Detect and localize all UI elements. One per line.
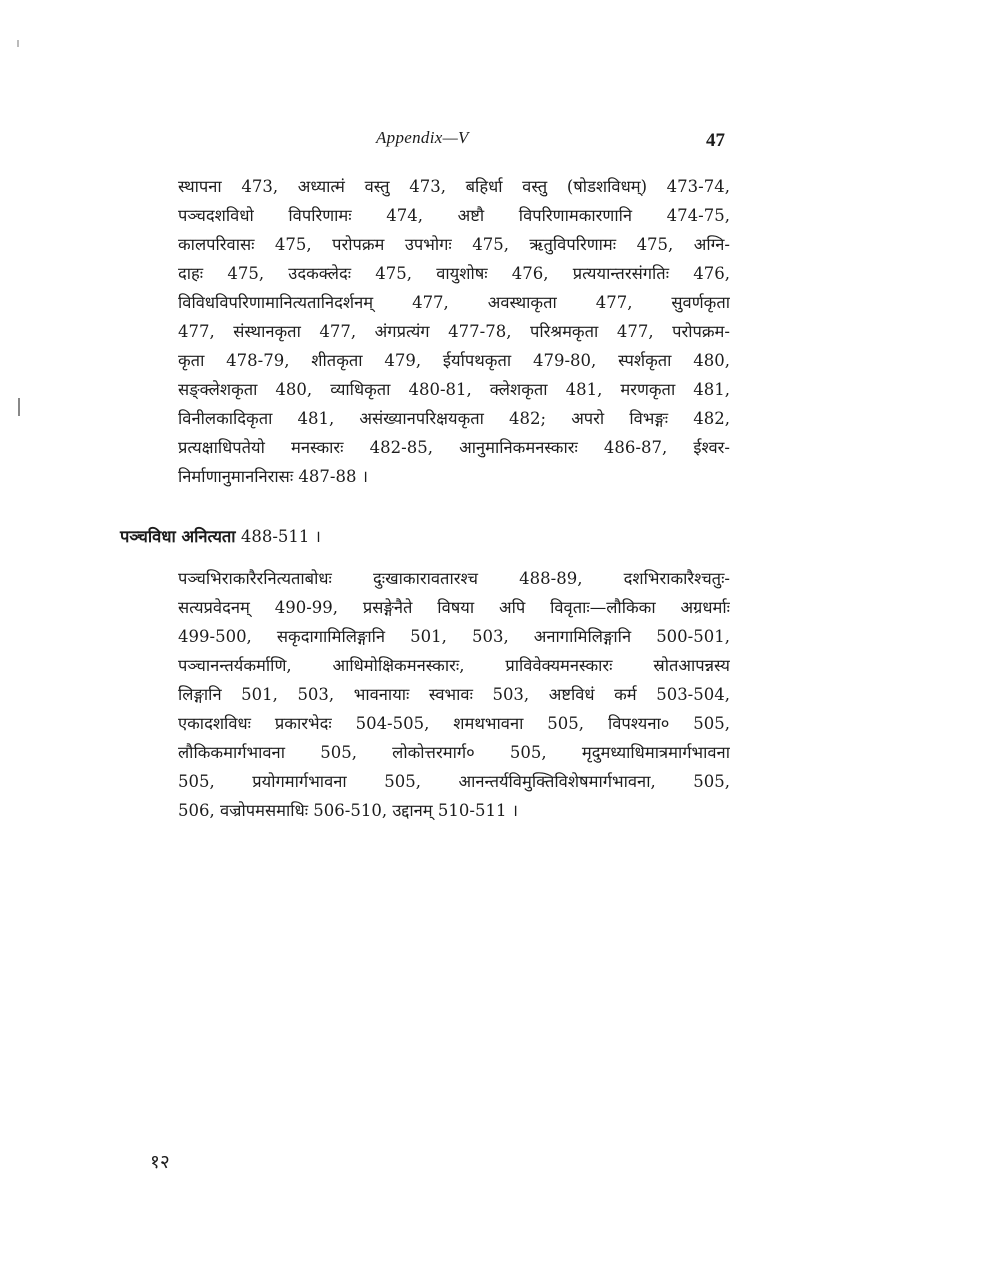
scan-edge-mark [18, 398, 20, 416]
running-header: Appendix—V [376, 128, 469, 147]
text-line: सङ्क्लेशकृता 480, व्याधिकृता 480-81, क्लेशकृता 481, मरणकृता 481, [178, 380, 730, 399]
text-line: सत्यप्रवेदनम् 490-99, प्रसङ्गेनैते विषया अपि विवृताः—लौकिका अग्रधर्माः [178, 598, 730, 617]
text-line: पञ्चानन्तर्यकर्माणि, आधिमोक्षिकमनस्कारः, प्राविवेक्यमनस्कारः स्रोतआपन्नस्य [178, 656, 730, 675]
text-line: 505, प्रयोगमार्गभावना 505, आनन्तर्यविमुक्तिविशेषमार्गभावना, 505, [178, 772, 730, 791]
scan-edge-mark [17, 40, 19, 47]
text-line: पञ्चभिराकारैरनित्यताबोधः दुःखाकारावतारश्च 488-89, दशभिराकारैश्चतुः- [178, 569, 730, 588]
text-line: विविधविपरिणामानित्यतानिदर्शनम् 477, अवस्थाकृता 477, सुवर्णकृता [178, 293, 730, 312]
index-paragraph-2 [178, 564, 730, 825]
text-line: दाहः 475, उदकक्लेदः 475, वायुशोषः 476, प्रत्ययान्तरसंगतिः 476, [178, 264, 730, 283]
text-line: 477, संस्थानकृता 477, अंगप्रत्यंग 477-78, परिश्रमकृता 477, परोपक्रम- [178, 322, 730, 341]
index-paragraph-1 [178, 172, 730, 491]
text-line: एकादशविधः प्रकारभेदः 504-505, शमथभावना 505, विपश्यना० 505, [178, 714, 730, 733]
text-line: लिङ्गानि 501, 503, भावनायाः स्वभावः 503, अष्टविधं कर्म 503-504, [178, 685, 730, 704]
text-line: 506, वज्रोपमसमाधिः 506-510, उद्दानम् 510-511 । [178, 801, 518, 820]
page-number: 47 [706, 130, 725, 151]
text-line: पञ्चदशविधो विपरिणामः 474, अष्टौ विपरिणामकारणानि 474-75, [178, 206, 730, 225]
text-line: 499-500, सकृदागामिलिङ्गानि 501, 503, अनागामिलिङ्गानि 500-501, [178, 627, 730, 646]
text-line: कृता 478-79, शीतकृता 479, ईर्यापथकृता 479-80, स्पर्शकृता 480, [178, 351, 730, 370]
section-pages: 488-511 । [240, 527, 321, 546]
section-title: पञ्चविधा अनित्यता [120, 527, 236, 546]
section-heading [120, 524, 321, 547]
text-line: प्रत्यक्षाधिपतेयो मनस्कारः 482-85, आनुमानिकमनस्कारः 486-87, ईश्वर- [178, 438, 730, 457]
signature-mark: १२ [150, 1151, 170, 1173]
text-line: कालपरिवासः 475, परोपक्रम उपभोगः 475, ऋतुविपरिणामः 475, अग्नि- [178, 235, 730, 254]
text-line: विनीलकादिकृता 481, असंख्यानपरिक्षयकृता 482; अपरो विभङ्गः 482, [178, 409, 730, 428]
text-line: स्थापना 473, अध्यात्मं वस्तु 473, बहिर्धा वस्तु (षोडशविधम्) 473-74, [178, 177, 730, 196]
text-line: लौकिकमार्गभावना 505, लोकोत्तरमार्ग० 505, मृदुमध्याधिमात्रमार्गभावना [178, 743, 730, 762]
text-line: निर्माणानुमाननिरासः 487-88 । [178, 467, 368, 486]
